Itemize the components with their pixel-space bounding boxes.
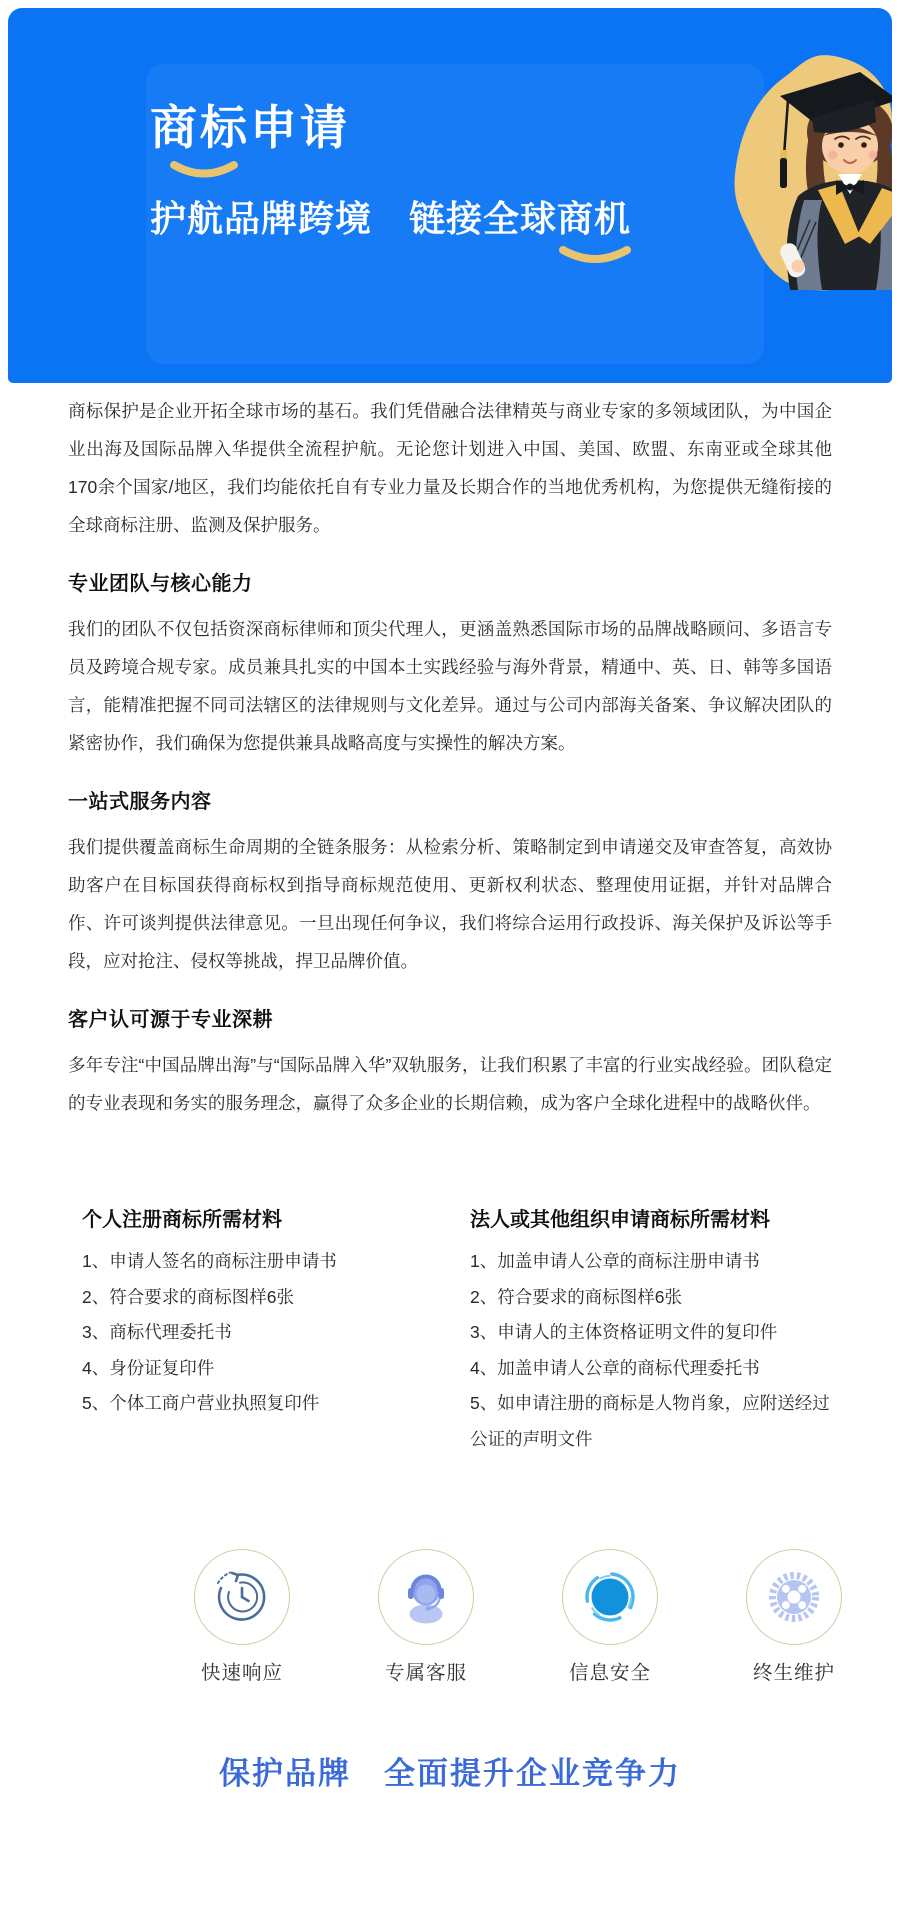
list-item: 1、加盖申请人公章的商标注册申请书 xyxy=(470,1251,760,1271)
hero-subtitle: 护航品牌跨境 链接全球商机 xyxy=(150,198,632,239)
lifetime-maintenance-icon xyxy=(766,1569,822,1625)
intro-paragraph: 商标保护是企业开拓全球市场的基石。我们凭借融合法律精英与商业专家的多领域团队，为中国企业出海及国际品牌入华提供全流程护航。无论您计划进入中国、美国、欧盟、东南亚或全球其他170余个国家/地区，我们均能依托自有专业力量及长期合作的当地优秀机构，为您提供无缝衔接的全球商标注册、监测及保护服务。 xyxy=(68,401,832,535)
feature-circle xyxy=(194,1549,290,1645)
feature-customer-service xyxy=(378,1549,474,1685)
feature-circle xyxy=(378,1549,474,1645)
list-item: 2、符合要求的商标图样6张 xyxy=(82,1286,294,1307)
list-item: 4、加盖申请人公章的商标代理委托书 xyxy=(470,1357,760,1378)
smile-underline-icon xyxy=(169,161,239,183)
list-item: 5、个体工商户营业执照复印件 xyxy=(82,1393,320,1413)
graduate-illustration-icon xyxy=(692,38,892,306)
footer-slogan: 保护品牌 全面提升企业竞争力 xyxy=(219,1756,681,1791)
feature-circle xyxy=(562,1549,658,1645)
feature-fast-response xyxy=(194,1549,290,1685)
feature-badges xyxy=(194,1549,835,1685)
page-title: 商标申请 xyxy=(150,101,350,154)
organization-materials-title: 法人或其他组织申请商标所需材料 xyxy=(470,1209,770,1231)
customer-service-icon xyxy=(398,1569,454,1625)
fast-response-icon xyxy=(214,1569,270,1625)
feature-info-security xyxy=(562,1549,658,1685)
feature-label: 专属客服 xyxy=(384,1662,467,1684)
organization-materials-list xyxy=(470,1206,832,1457)
section-heading-team: 专业团队与核心能力 xyxy=(68,573,253,595)
list-item: 3、商标代理委托书 xyxy=(82,1322,232,1342)
list-item: 3、申请人的主体资格证明文件的复印件 xyxy=(470,1322,778,1342)
feature-label: 信息安全 xyxy=(568,1662,651,1684)
hero-banner xyxy=(8,8,892,383)
feature-lifetime-maintenance xyxy=(746,1549,842,1685)
list-item: 5、如申请注册的商标是人物肖象，应附送经过公证的声明文件 xyxy=(470,1393,830,1449)
list-item: 2、符合要求的商标图样6张 xyxy=(470,1286,682,1307)
personal-materials-title: 个人注册商标所需材料 xyxy=(82,1209,282,1231)
section-body-team: 我们的团队不仅包括资深商标律师和顶尖代理人，更涵盖熟悉国际市场的品牌战略顾问、多语言专员及跨境合规专家。成员兼具扎实的中国本土实践经验与海外背景，精通中、英、日、韩等多国语言，能精准把握不同司法辖区的法律规则与文化差异。通过与公司内部海关备案、争议解决团队的紧密协作，我们确保为您提供兼具战略高度与实操性的解决方案。 xyxy=(68,619,832,753)
list-item: 4、身份证复印件 xyxy=(82,1357,215,1378)
personal-materials-list xyxy=(68,1206,470,1457)
section-heading-recognition: 客户认可源于专业深耕 xyxy=(68,1009,273,1031)
feature-label: 终生维护 xyxy=(752,1662,835,1684)
feature-circle xyxy=(746,1549,842,1645)
section-body-recognition: 多年专注“中国品牌出海”与“国际品牌入华”双轨服务，让我们积累了丰富的行业实战经验。团队稳定的专业表现和务实的服务理念，赢得了众多企业的长期信赖，成为客户全球化进程中的战略伙伴。 xyxy=(68,1055,832,1113)
main-content xyxy=(0,383,900,1795)
feature-label: 快速响应 xyxy=(200,1662,283,1684)
list-item: 1、申请人签名的商标注册申请书 xyxy=(82,1251,337,1271)
section-body-services: 我们提供覆盖商标生命周期的全链条服务：从检索分析、策略制定到申请递交及审查答复，高效协助客户在目标国获得商标权到指导商标规范使用、更新权利状态、整理使用证据，并针对品牌合作、许可谈判提供法律意见。一旦出现任何争议，我们将综合运用行政投诉、海关保护及诉讼等手段，应对抢注、侵权等挑战，捍卫品牌价值。 xyxy=(68,837,832,971)
section-heading-services: 一站式服务内容 xyxy=(68,791,212,813)
info-security-icon xyxy=(582,1569,638,1625)
materials-section xyxy=(68,1206,832,1457)
smile-underline-icon xyxy=(557,245,633,269)
